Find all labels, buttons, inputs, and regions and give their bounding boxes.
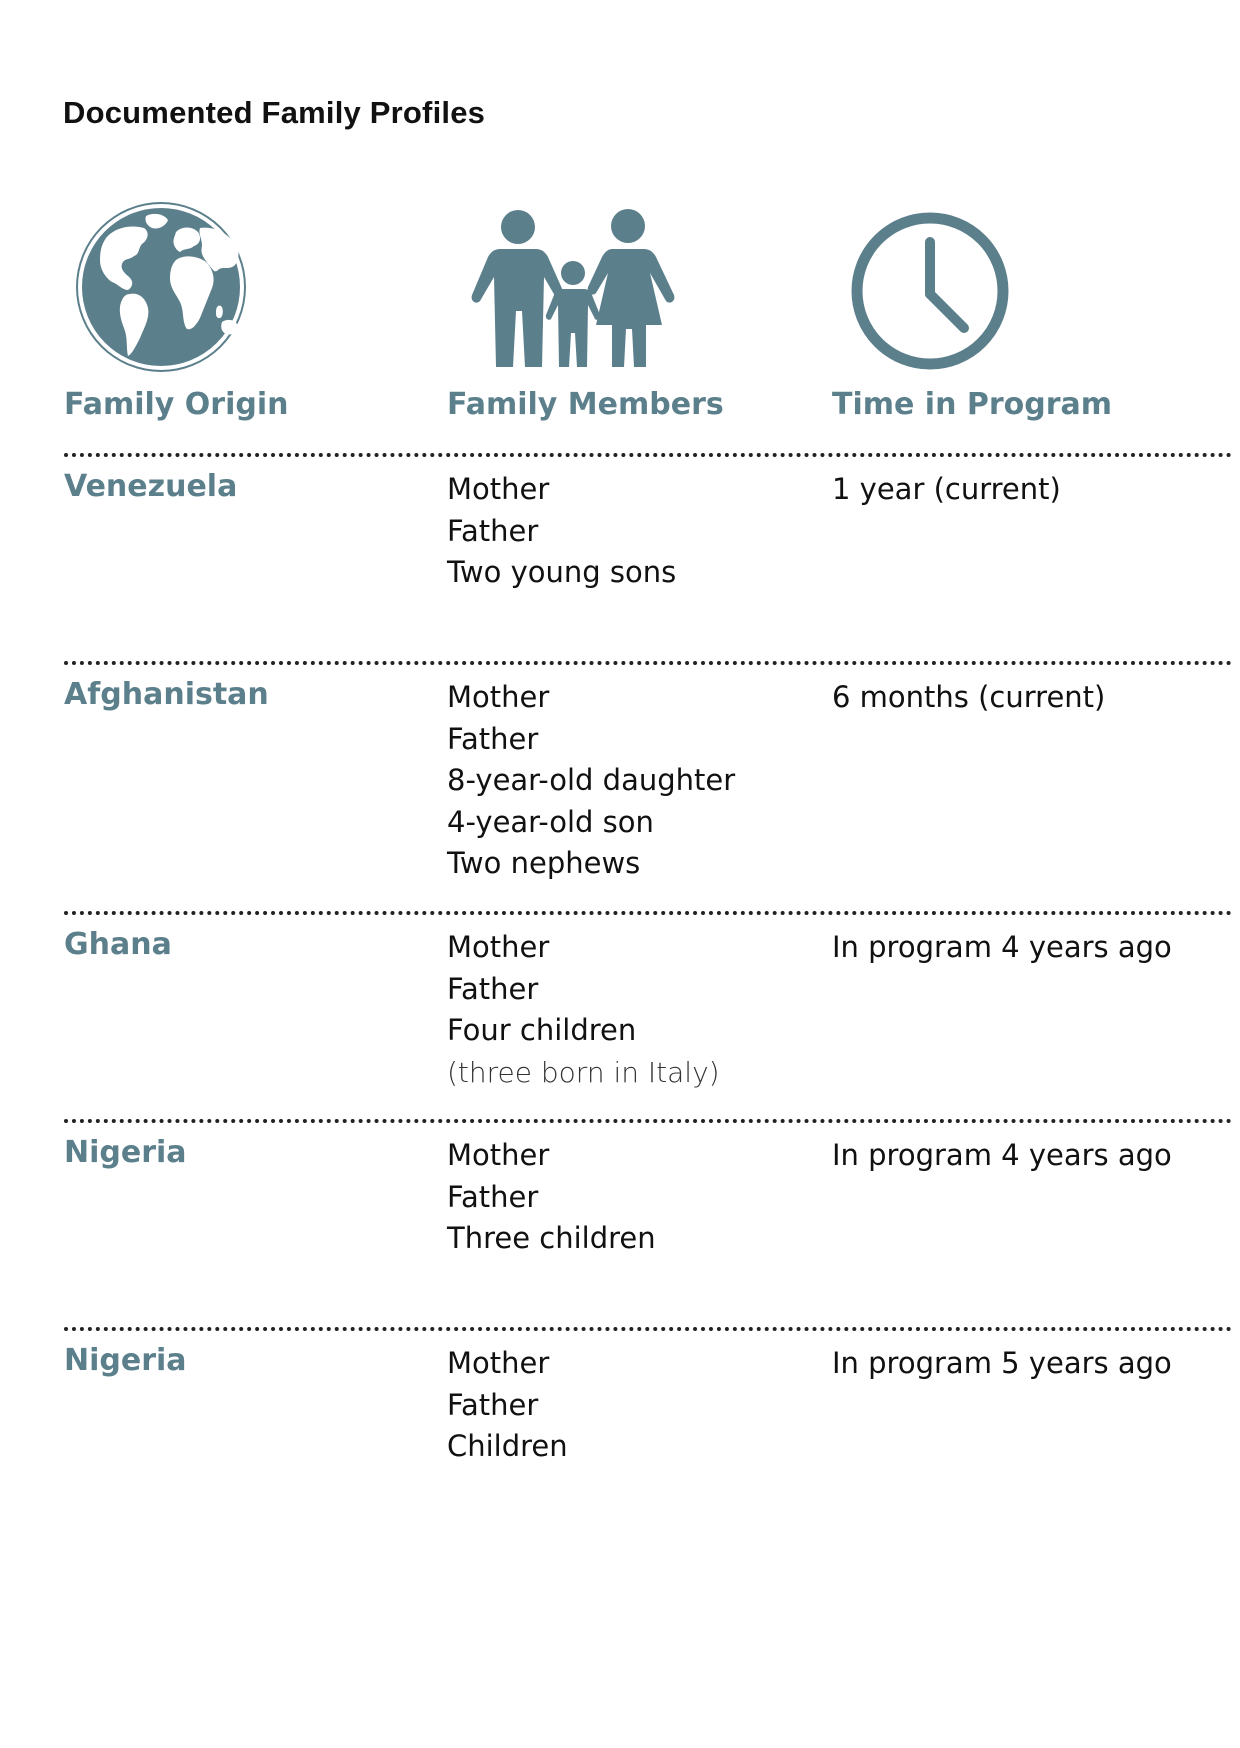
row-time: In program 4 years ago	[832, 930, 1172, 964]
globe-icon	[72, 198, 250, 376]
member-note: (three born in Italy)	[447, 1055, 720, 1089]
page-title: Documented Family Profiles	[63, 95, 486, 130]
member-item: Mother	[447, 1138, 550, 1172]
member-item: Three children	[447, 1221, 656, 1255]
family-icon	[470, 207, 680, 369]
member-item: Father	[447, 1179, 539, 1214]
row-members	[447, 1343, 568, 1468]
member-item: Father	[447, 721, 539, 756]
row-time: 6 months (current)	[832, 680, 1106, 714]
member-item: Father	[447, 513, 539, 548]
member-item: 4-year-old son	[447, 804, 654, 839]
column-header-origin: Family Origin	[64, 387, 289, 422]
row-members	[447, 927, 720, 1093]
row-origin: Nigeria	[64, 1343, 187, 1378]
divider	[64, 1327, 1232, 1331]
divider	[64, 453, 1232, 457]
row-members	[447, 677, 735, 885]
row-members	[447, 469, 676, 594]
clock-icon	[851, 212, 1009, 370]
row-origin: Ghana	[64, 927, 172, 962]
member-item: Two young sons	[447, 555, 677, 589]
member-item: Mother	[447, 680, 550, 714]
member-item: Mother	[447, 930, 550, 964]
member-item: Two nephews	[447, 846, 641, 880]
member-item: Father	[447, 971, 539, 1006]
member-item: Father	[447, 1387, 539, 1422]
row-origin: Afghanistan	[64, 677, 269, 712]
member-item: Mother	[447, 1346, 550, 1380]
column-header-time: Time in Program	[832, 387, 1113, 422]
member-item: Mother	[447, 472, 550, 506]
member-item: Children	[447, 1429, 568, 1463]
member-item: 8-year-old daughter	[447, 763, 736, 797]
row-origin: Nigeria	[64, 1135, 187, 1170]
column-header-members: Family Members	[447, 387, 724, 422]
row-time: 1 year (current)	[832, 472, 1061, 506]
row-origin: Venezuela	[64, 469, 238, 504]
divider	[64, 1119, 1232, 1123]
row-time: In program 4 years ago	[832, 1138, 1172, 1172]
divider	[64, 661, 1232, 665]
member-item: Four children	[447, 1013, 637, 1047]
divider	[64, 911, 1232, 915]
row-time: In program 5 years ago	[832, 1346, 1172, 1380]
row-members	[447, 1135, 656, 1260]
